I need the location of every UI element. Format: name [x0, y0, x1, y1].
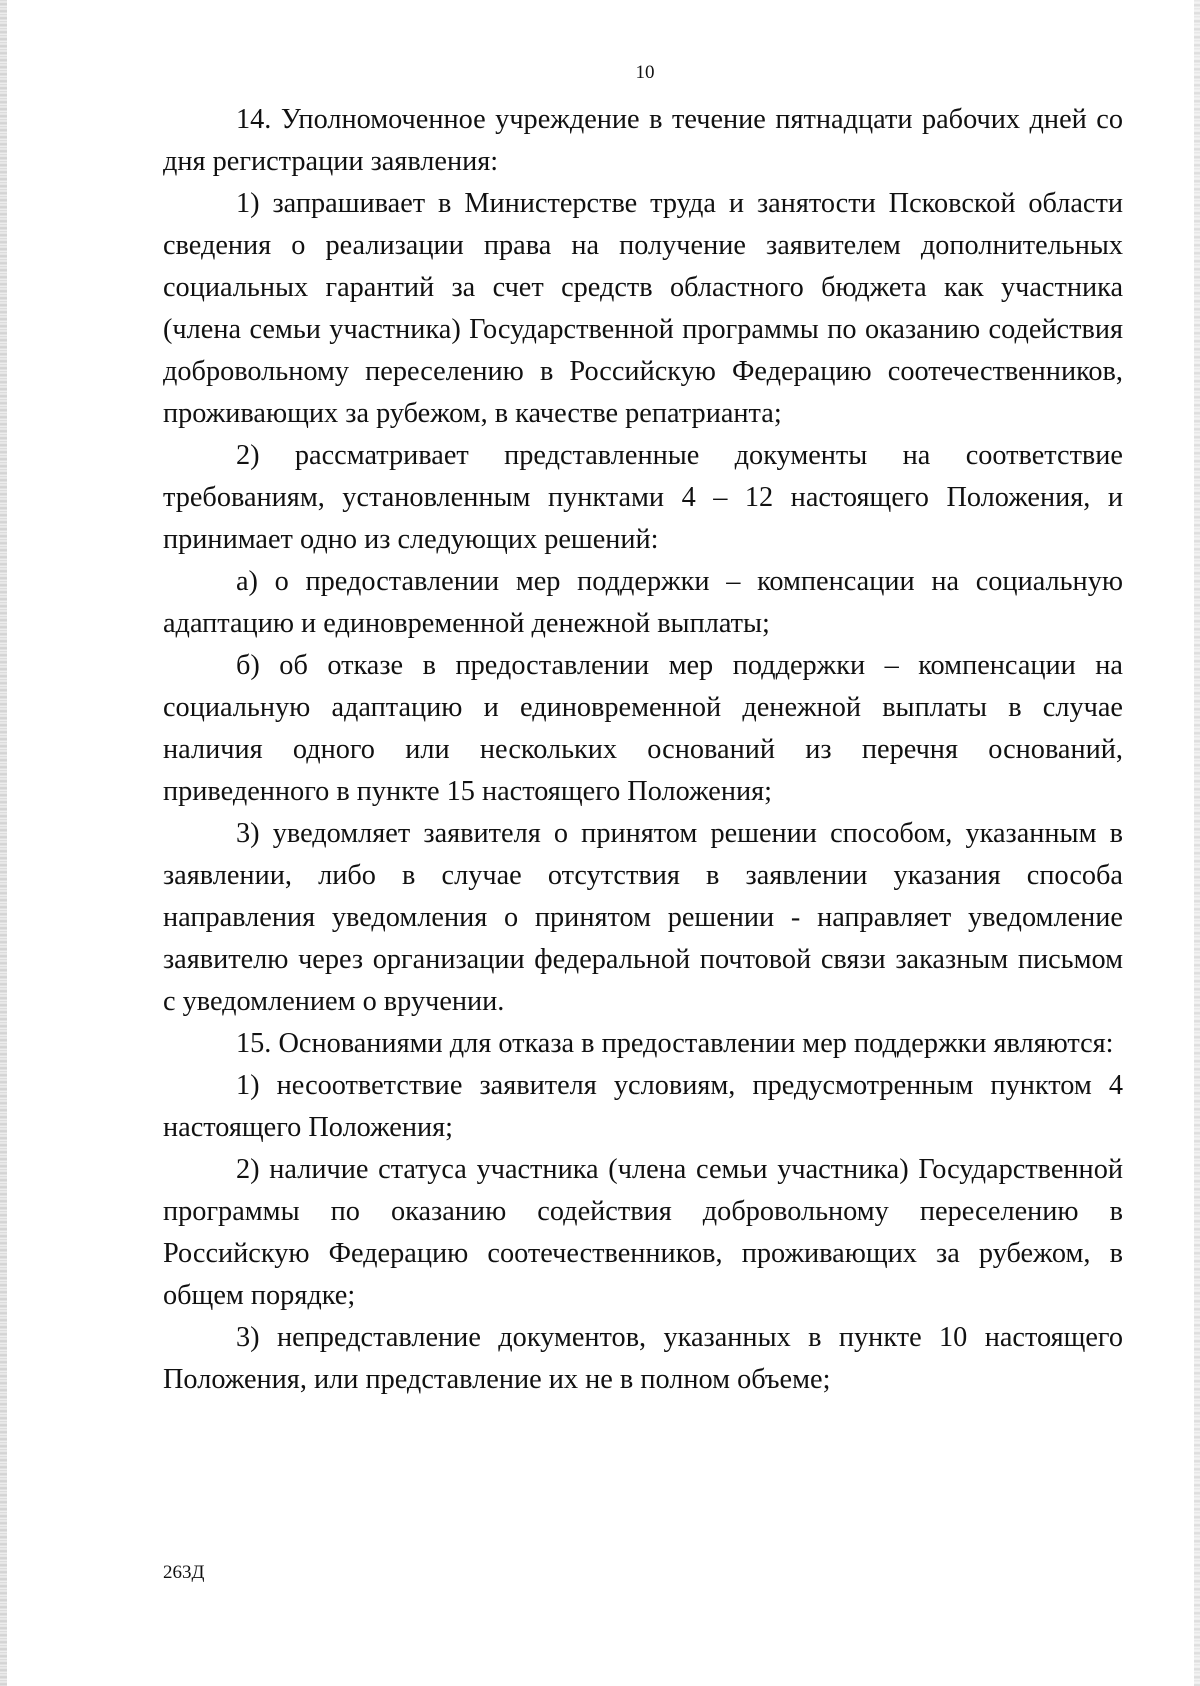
document-body — [163, 99, 1123, 1401]
paragraph-15-item-1: 1) несоответствие заявителя условиям, предусмотренным пунктом 4 настоящего Положения; — [163, 1070, 1123, 1143]
paragraph-15-item-2: 2) наличие статуса участника (члена семьи участника) Государственной программы по оказанию содействия добровольному переселению в Российскую Федерацию соотечественников, проживающих за рубежом, в общем порядке; — [163, 1154, 1123, 1311]
scan-edge-left — [0, 0, 7, 1686]
paragraph-14: 14. Уполномоченное учреждение в течение пятнадцати рабочих дней со дня регистрации заявления: — [163, 104, 1123, 177]
paragraph-14-item-2a: а) о предоставлении мер поддержки – компенсации на социальную адаптацию и единовременной денежной выплаты; — [163, 566, 1123, 639]
document-code: 263Д — [163, 1562, 205, 1583]
page-number: 10 — [635, 62, 655, 83]
paragraph-14-item-2: 2) рассматривает представленные документы на соответствие требованиям, установленным пунктами 4 – 12 настоящего Положения, и принимает одно из следующих решений: — [163, 440, 1123, 555]
paragraph-14-item-1: 1) запрашивает в Министерстве труда и занятости Псковской области сведения о реализации права на получение заявителем дополнительных социальных гарантий за счет средств областного бюджета как участника (члена семьи участника) Государственной программы по оказанию содействия добровольному переселению в Российскую Федерацию соотечественников, проживающих за рубежом, в качестве репатрианта; — [163, 188, 1123, 429]
scan-edge-right — [1194, 0, 1200, 1686]
paragraph-15: 15. Основаниями для отказа в предоставлении мер поддержки являются: — [236, 1028, 1114, 1059]
paragraph-14-item-3: 3) уведомляет заявителя о принятом решении способом, указанным в заявлении, либо в случае отсутствия в заявлении указания способа направления уведомления о принятом решении - направляет уведомление заявителю через организации федеральной почтовой связи заказным письмом с уведомлением о вручении. — [163, 818, 1123, 1017]
paragraph-14-item-2b: б) об отказе в предоставлении мер поддержки – компенсации на социальную адаптацию и единовременной денежной выплаты в случае наличия одного или нескольких оснований из перечня оснований, приведенного в пункте 15 настоящего Положения; — [163, 650, 1123, 807]
paragraph-15-item-3: 3) непредставление документов, указанных в пункте 10 настоящего Положения, или представление их не в полном объеме; — [163, 1322, 1123, 1395]
